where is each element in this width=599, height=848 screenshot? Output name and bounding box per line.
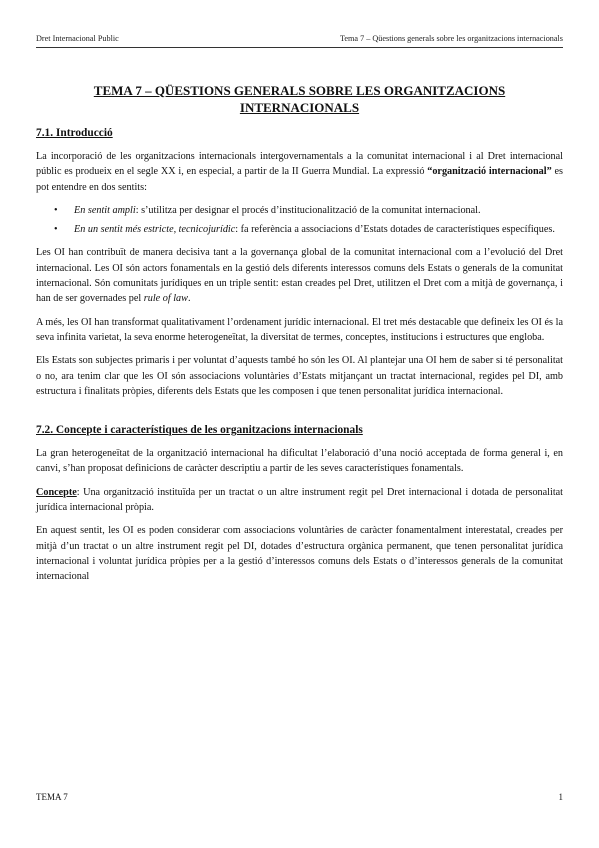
section-spacer	[36, 407, 563, 423]
paragraph-nocio: La gran heterogeneïtat de la organització internacional ha dificultat l’elaboració d’una noció acceptada de forma general i, en canvi, s’han proposat definicions de caràcter descriptiu a partir de les seves característiques fonamentals.	[36, 448, 563, 475]
paragraph-estats: Els Estats son subjectes primaris i per voluntat d’aquests també ho són les OI. Al plantejar una OI hem de saber si té personalitat o no, ara tenim clar que les OI són associacions voluntàries d’Estats mitjançant un tractat internacional, regides pel DI, amb estructura i finalitats pròpies, diferents dels Estats que les composen i que tenen personalitat jurídica internacional.	[36, 355, 563, 397]
paragraph-governanca-tail: .	[187, 293, 191, 305]
page-number: 1	[558, 792, 563, 802]
list-item	[54, 222, 563, 237]
bullet-icon: •	[54, 204, 58, 216]
paragraph-heterogeneitat: A més, les OI han transformat qualitativament l’ordenament jurídic internacional. El tret més destacable que defineix les OI és la seva infinita varietat, la seva enorme heterogeneïtat, la diversitat de termes, conceptes, institucions i estructures que engloba.	[36, 316, 563, 343]
footer-chapter-label: TEMA 7	[36, 792, 68, 802]
paragraph-intro-text: La incorporació de les organitzacions internacionals intergovernamentals a la comunitat internacional i al Dret internacional públic es produeix en el segle XX i, en especial, a partir de la II Guerra Mundial. La expressió	[36, 151, 563, 178]
concept-definition: : Una organització instituïda per un tractat o un altre instrument regit pel Dret internacional i dotada de personalitat jurídica internacional pròpia.	[36, 486, 563, 514]
bullet-icon: •	[54, 224, 58, 236]
page-title: TEMA 7 – QÜESTIONS GENERALS SOBRE LES ORGANITZACIONS INTERNACIONALS	[93, 83, 506, 115]
header-chapter-title: Tema 7 – Qüestions generals sobre les organitzacions internacionals	[339, 34, 563, 43]
paragraph-governanca-text: Les OI han contribuït de manera decisiva tant a la governança global de la comunitat internacional com a l’evolució del Dret internacional. Les OI són actors fonamentals en la gestió dels diferents interessos comuns dels Estats o generals de la comunitat internacional. Són comunitats jurídiques en un triple sentit: estan creades pel Dret, utilitzen el Dret com a mitjà de governança, i han de ser governades pel	[36, 247, 563, 305]
header-divider	[36, 47, 563, 48]
bullet-list-sentits	[36, 203, 563, 238]
bullet-text: : fa referència a associacions d’Estats dotades de característiques específiques.	[235, 224, 555, 236]
page-body	[36, 82, 563, 593]
paragraph-intro	[36, 149, 563, 195]
running-footer	[36, 792, 563, 806]
bullet-text: : s’utilitza per designar el procés d’institucionalització de la comunitat internacional.	[135, 204, 481, 216]
paragraph-concepte	[36, 485, 563, 516]
paragraph-governanca	[36, 245, 563, 306]
bullet-term: En sentit ampli	[74, 204, 136, 216]
term-rule-of-law: rule of law	[143, 293, 188, 305]
section-heading-concepte: 7.2. Concepte i característiques de les organitzacions internacionals	[36, 424, 363, 437]
section-heading-introduccio: 7.1. Introducció	[36, 127, 113, 139]
running-header	[36, 34, 563, 48]
paragraph-associacions: En aquest sentit, les OI es poden considerar com associacions voluntàries de caràcter fonamentalment interestatal, creades per mitjà d’un tractat o un altre instrument regit pel DI, dotades d’estructura orgànica permanent, que tenen personalitat jurídica internacional i voluntat jurídica pròpies per a la gestió d’interessos comuns dels Estats o d’interessos generals de la comunitat internacional	[36, 525, 563, 583]
term-organitzacio-internacional: “organització internacional”	[427, 166, 552, 178]
header-course-name: Dret Internacional Public	[36, 34, 119, 43]
bullet-term: En un sentit més estricte, tecnicojurídic	[74, 224, 236, 236]
paragraph-intro-tail: es pot entendre en dos sentits:	[36, 166, 563, 193]
concept-label: Concepte	[36, 486, 77, 498]
list-item	[54, 203, 563, 218]
